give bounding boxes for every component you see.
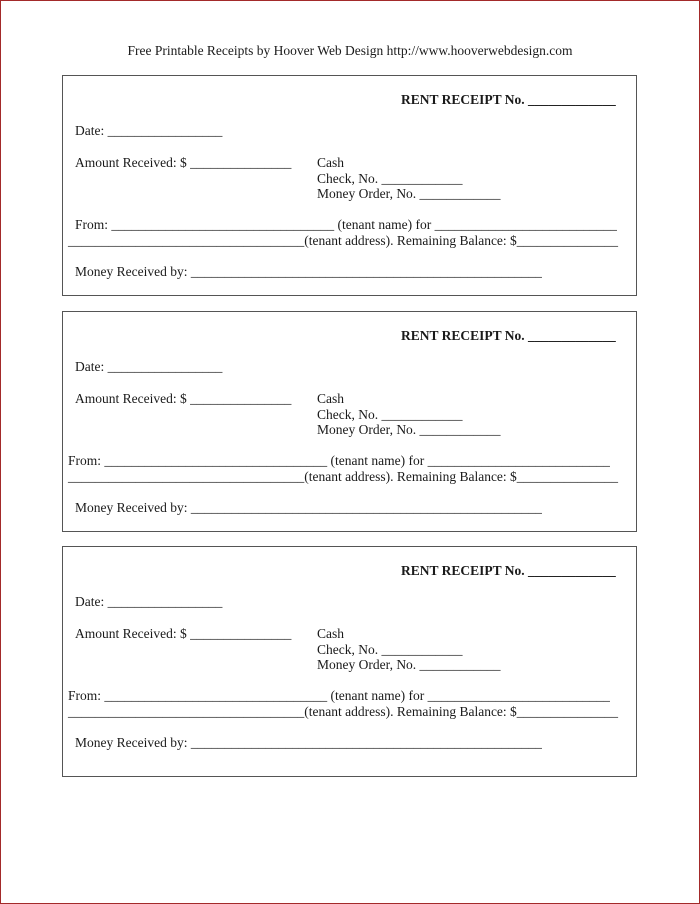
money-received-by-field: Money Received by: ____________________________________________________ <box>75 500 542 515</box>
payment-option-check: Check, No. ____________ <box>317 642 463 657</box>
from-tenant-field: From: _________________________________ (tenant name) for ___________________________ <box>68 453 610 468</box>
payment-option-cash: Cash <box>317 155 344 170</box>
payment-option-money-order: Money Order, No. ____________ <box>317 422 501 437</box>
rent-receipt-3 <box>62 546 637 777</box>
money-received-by-field: Money Received by: ____________________________________________________ <box>75 264 542 279</box>
payment-option-check: Check, No. ____________ <box>317 407 463 422</box>
rent-receipt-2 <box>62 311 637 532</box>
page-header: Free Printable Receipts by Hoover Web Design http://www.hooverwebdesign.com <box>127 43 573 58</box>
amount-received-field: Amount Received: $ _______________ <box>75 626 292 641</box>
amount-received-field: Amount Received: $ _______________ <box>75 391 292 406</box>
tenant-address-balance-field: ___________________________________(tenant address). Remaining Balance: $_______________ <box>68 704 619 719</box>
payment-option-money-order: Money Order, No. ____________ <box>317 186 501 201</box>
receipt-title: RENT RECEIPT No. _____________ <box>401 92 616 107</box>
date-field: Date: _________________ <box>75 594 223 609</box>
from-tenant-field: From: _________________________________ (tenant name) for ___________________________ <box>68 688 610 703</box>
tenant-address-balance-field: ___________________________________(tenant address). Remaining Balance: $_______________ <box>68 469 619 484</box>
rent-receipt-1 <box>62 75 637 296</box>
payment-option-check: Check, No. ____________ <box>317 171 463 186</box>
payment-option-cash: Cash <box>317 391 344 406</box>
receipt-title: RENT RECEIPT No. _____________ <box>401 563 616 578</box>
date-field: Date: _________________ <box>75 123 223 138</box>
payment-option-money-order: Money Order, No. ____________ <box>317 657 501 672</box>
tenant-address-balance-field: ___________________________________(tenant address). Remaining Balance: $_______________ <box>68 233 619 248</box>
from-tenant-field: From: _________________________________ (tenant name) for ___________________________ <box>75 217 617 232</box>
amount-received-field: Amount Received: $ _______________ <box>75 155 292 170</box>
payment-option-cash: Cash <box>317 626 344 641</box>
date-field: Date: _________________ <box>75 359 223 374</box>
receipt-title: RENT RECEIPT No. _____________ <box>401 328 616 343</box>
money-received-by-field: Money Received by: ____________________________________________________ <box>75 735 542 750</box>
